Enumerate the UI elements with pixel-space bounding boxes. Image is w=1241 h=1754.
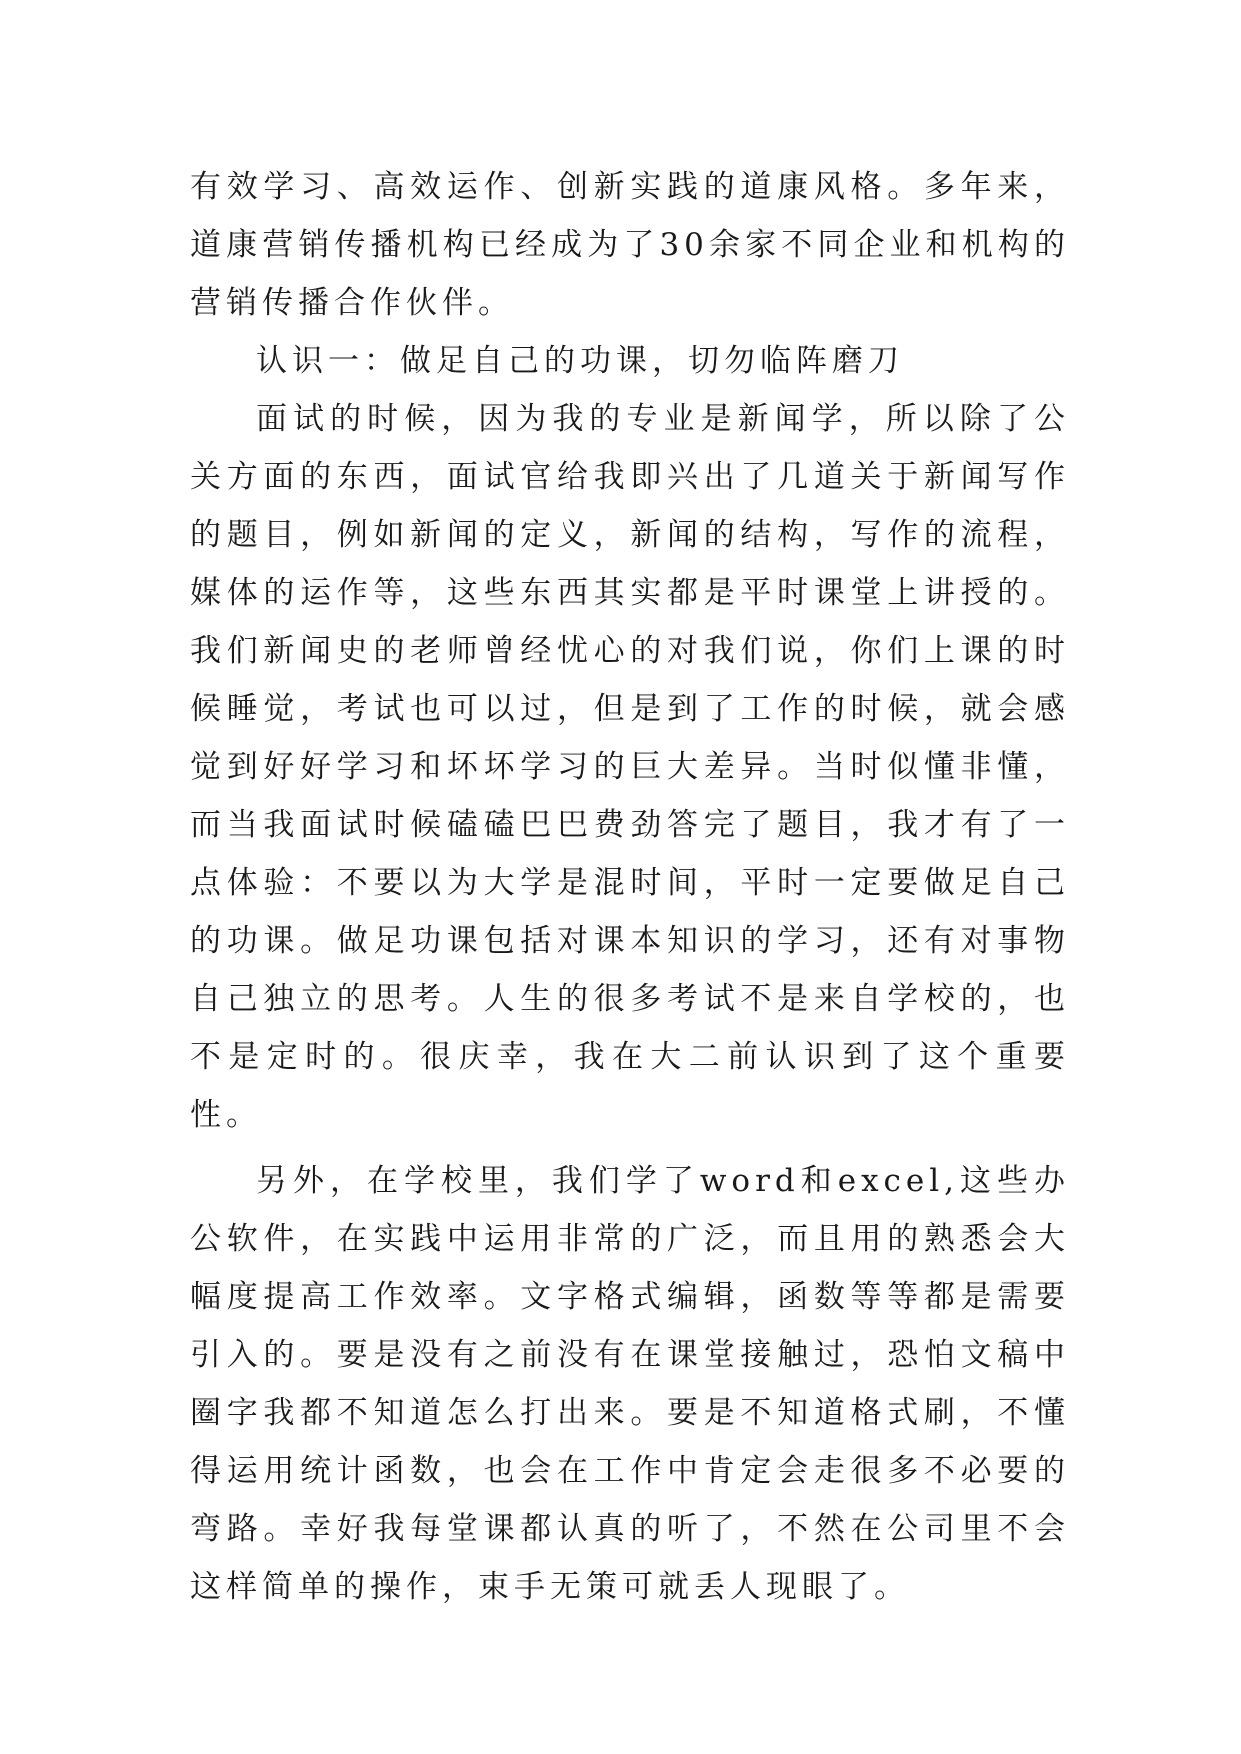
- paragraph-section-heading: 认识一：做足自己的功课，切勿临阵磨刀: [256, 343, 904, 379]
- paragraph-interview: 面试的时候，因为我的专业是新闻学，所以除了公关方面的东西，面试官给我即兴出了几道关于新闻写作的题目，例如新闻的定义，新闻的结构，写作的流程，媒体的运作等，这些东西其实都是平时课堂上讲授的。我们新闻史的老师曾经忧心的对我们说，你们上课的时候睡觉，考试也可以过，但是到了工作的时候，就会感觉到好好学习和坏坏学习的巨大差异。当时似懂非懂，而当我面试时候磕磕巴巴费劲答完了题目，我才有了一点体验：不要以为大学是混时间，平时一定要做足自己的功课。做足功课包括对课本知识的学习，还有对事物自己独立的思考。人生的很多考试不是来自学校的，也不是定时的。很庆幸，我在大二前认识到了这个重要性。: [190, 401, 1070, 1133]
- paragraph-office-software: 另外，在学校里，我们学了word和excel,这些办公软件，在实践中运用非常的广泛，而且用的熟悉会大幅度提高工作效率。文字格式编辑，函数等等都是需要引入的。要是没有之前没有在课堂接触过，恐怕文稿中圈字我都不知道怎么打出来。要是不知道格式刷，不懂得运用统计函数，也会在工作中肯定会走很多不必要的弯路。幸好我每堂课都认真的听了，不然在公司里不会这样简单的操作，束手无策可就丢人现眼了。: [190, 1163, 1070, 1605]
- paragraph-company-intro: 有效学习、高效运作、创新实践的道康风格。多年来，道康营销传播机构已经成为了30余家不同企业和机构的营销传播合作伙伴。: [190, 169, 1070, 321]
- document-body: [190, 158, 1070, 1616]
